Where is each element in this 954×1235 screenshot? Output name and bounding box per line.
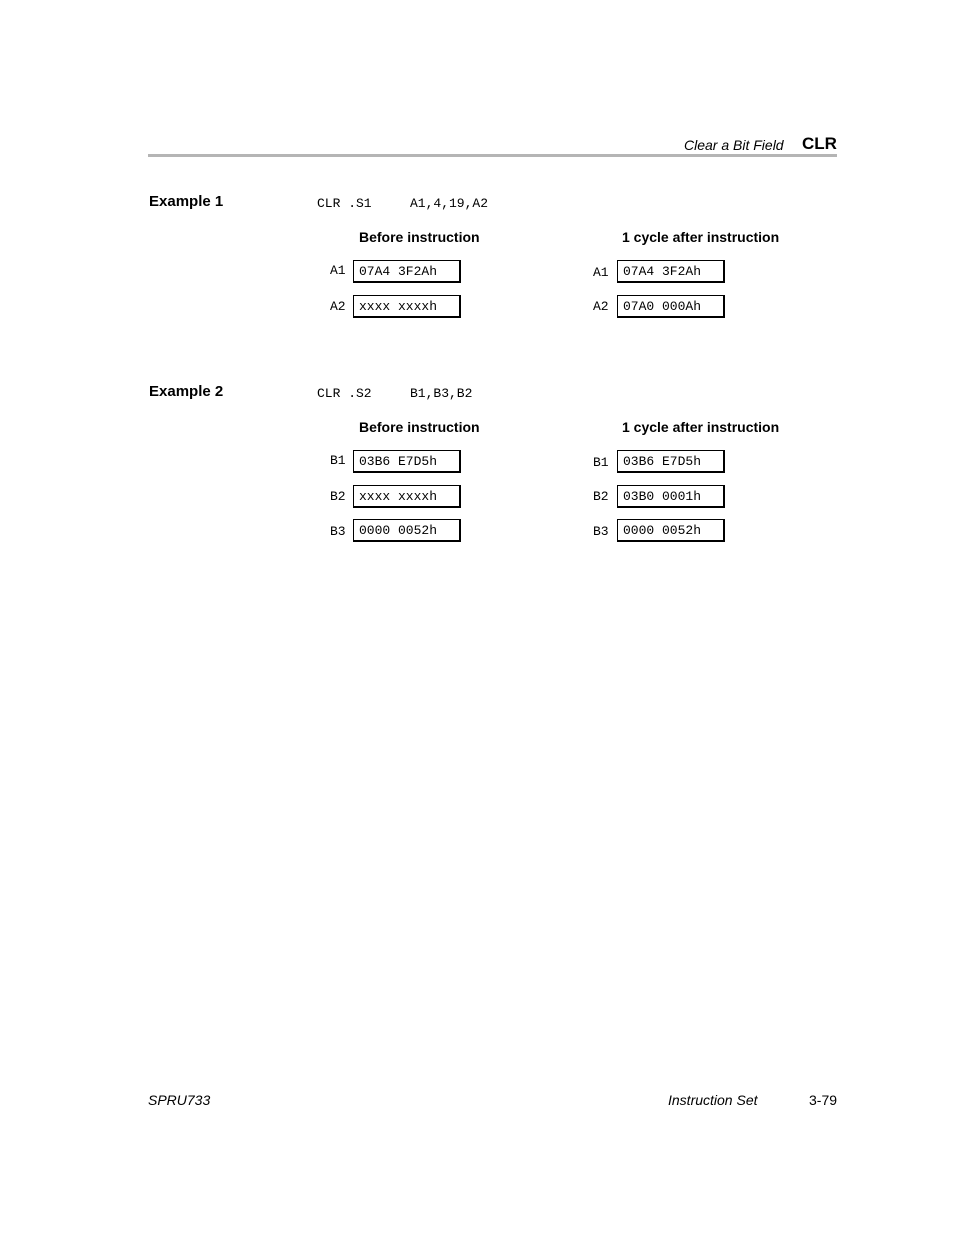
example-2-before-reg-name: B3: [330, 524, 346, 539]
example-1-code-args: A1,4,19,A2: [410, 196, 489, 211]
example-1-after-heading: 1 cycle after instruction: [622, 229, 780, 245]
example-2-after-reg-name: B1: [593, 455, 609, 470]
example-1-after-reg-value: 07A4 3F2Ah: [617, 260, 725, 283]
example-2-before-reg-name: B2: [330, 489, 346, 504]
example-2-after-reg-name: B2: [593, 489, 609, 504]
example-2-before-reg-name: B1: [330, 453, 346, 468]
example-2-label: Example 2: [149, 383, 224, 400]
example-2-code-op: CLR .S2: [317, 386, 372, 401]
footer-doc-id: SPRU733: [148, 1092, 211, 1108]
example-1-after-reg-name: A1: [593, 265, 609, 280]
example-2-after-heading: 1 cycle after instruction: [622, 419, 780, 435]
example-1-before-reg-value: xxxx xxxxh: [353, 295, 461, 318]
example-1-before-reg-name: A1: [330, 263, 346, 278]
example-1-before-reg-name: A2: [330, 299, 346, 314]
header-rule: [148, 154, 837, 157]
example-1-before-reg-value: 07A4 3F2Ah: [353, 260, 461, 283]
example-2-after-reg-value: 0000 0052h: [617, 519, 725, 542]
example-2-before-heading: Before instruction: [359, 419, 480, 435]
page-header-title: Clear a Bit Field: [684, 137, 784, 153]
example-2-after-reg-name: B3: [593, 524, 609, 539]
example-1-code-op: CLR .S1: [317, 196, 372, 211]
example-2-before-reg-value: 03B6 E7D5h: [353, 450, 461, 473]
example-2-before-reg-value: xxxx xxxxh: [353, 485, 461, 508]
example-1-label: Example 1: [149, 193, 224, 210]
example-2-after-reg-value: 03B6 E7D5h: [617, 450, 725, 473]
footer-section: Instruction Set: [668, 1092, 758, 1108]
example-1-after-reg-value: 07A0 000Ah: [617, 295, 725, 318]
example-2-before-reg-value: 0000 0052h: [353, 519, 461, 542]
footer-page-number: 3-79: [809, 1092, 838, 1108]
example-1-after-reg-name: A2: [593, 299, 609, 314]
example-2-code-args: B1,B3,B2: [410, 386, 473, 401]
example-2-after-reg-value: 03B0 0001h: [617, 485, 725, 508]
example-1-before-heading: Before instruction: [359, 229, 480, 245]
page-header-mnemonic: CLR: [802, 134, 837, 153]
